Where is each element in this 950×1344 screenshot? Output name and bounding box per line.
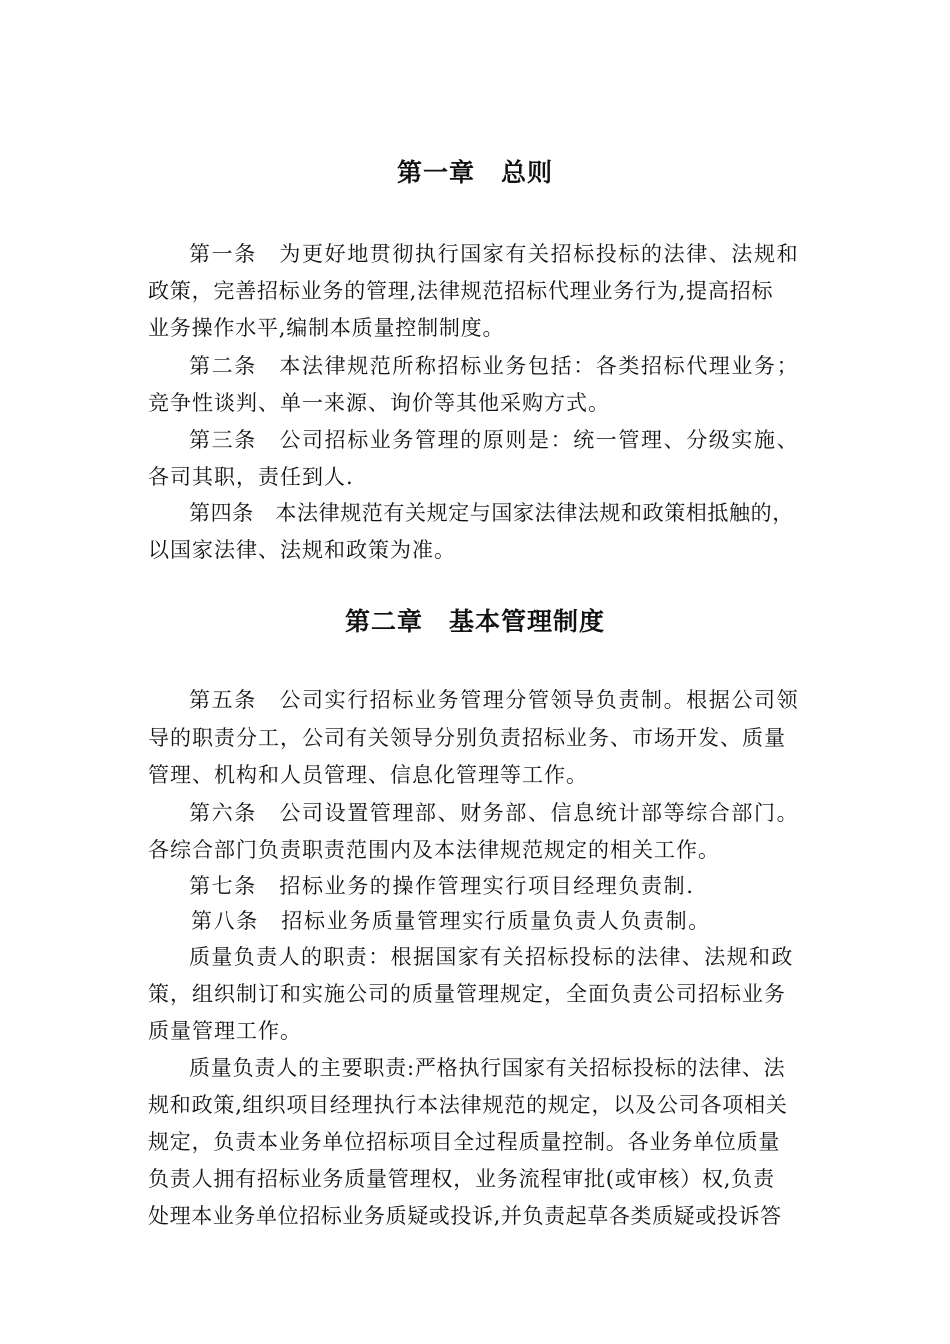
quality-duty-line-3: 质量管理工作。 [148,1019,302,1043]
article-1-line-1: 第一条 为更好地贯彻执行国家有关招标投标的法律、法规和 [189,242,800,266]
quality-main-duty-line-4: 负责人拥有招标业务质量管理权，业务流程审批(或审核）权,负责 [148,1167,775,1191]
article-4-line-1: 第四条 本法律规范有关规定与国家法律法规和政策相抵触的， [189,501,794,525]
article-6-line-2: 各综合部门负责职责范围内及本法律规范规定的相关工作。 [148,838,720,862]
article-1-line-2: 政策，完善招标业务的管理,法律规范招标代理业务行为,提高招标 [148,279,774,303]
chapter-2-title: 第二章 基本管理制度 [344,607,605,636]
article-6-line-1: 第六条 公司设置管理部、财务部、信息统计部等综合部门。 [189,801,800,825]
article-4-line-2: 以国家法律、法规和政策为准。 [148,538,456,562]
article-3-line-2: 各司其职，责任到人. [148,465,354,489]
article-2-line-1: 第二条 本法律规范所称招标业务包括：各类招标代理业务； [189,354,800,378]
article-7-line-1: 第七条 招标业务的操作管理实行项目经理负责制. [189,874,695,898]
article-5-line-1: 第五条 公司实行招标业务管理分管领导负责制。根据公司领 [189,688,800,712]
quality-duty-line-1: 质量负责人的职责：根据国家有关招标投标的法律、法规和政 [189,945,794,969]
article-1-line-3: 业务操作水平,编制本质量控制制度。 [148,316,505,340]
article-3-line-1: 第三条 公司招标业务管理的原则是：统一管理、分级实施、 [189,428,800,452]
article-5-line-3: 管理、机构和人员管理、信息化管理等工作。 [148,763,588,787]
quality-duty-line-2: 策，组织制订和实施公司的质量管理规定，全面负责公司招标业务 [148,982,786,1006]
quality-main-duty-line-2: 规和政策,组织项目经理执行本法律规范的规定，以及公司各项相关 [148,1093,788,1117]
article-2-line-2: 竞争性谈判、单一来源、询价等其他采购方式。 [148,391,610,415]
quality-main-duty-line-5: 处理本业务单位招标业务质疑或投诉,并负责起草各类质疑或投诉答 [148,1204,782,1228]
quality-main-duty-line-1: 质量负责人的主要职责:严格执行国家有关招标投标的法律、法 [189,1056,786,1080]
article-5-line-2: 导的职责分工，公司有关领导分别负责招标业务、市场开发、质量 [148,726,786,750]
article-8-line-1: 第八条 招标业务质量管理实行质量负责人负责制。 [191,909,711,933]
chapter-1-title: 第一章 总则 [396,158,553,187]
quality-main-duty-line-3: 规定，负责本业务单位招标项目全过程质量控制。各业务单位质量 [148,1130,781,1154]
